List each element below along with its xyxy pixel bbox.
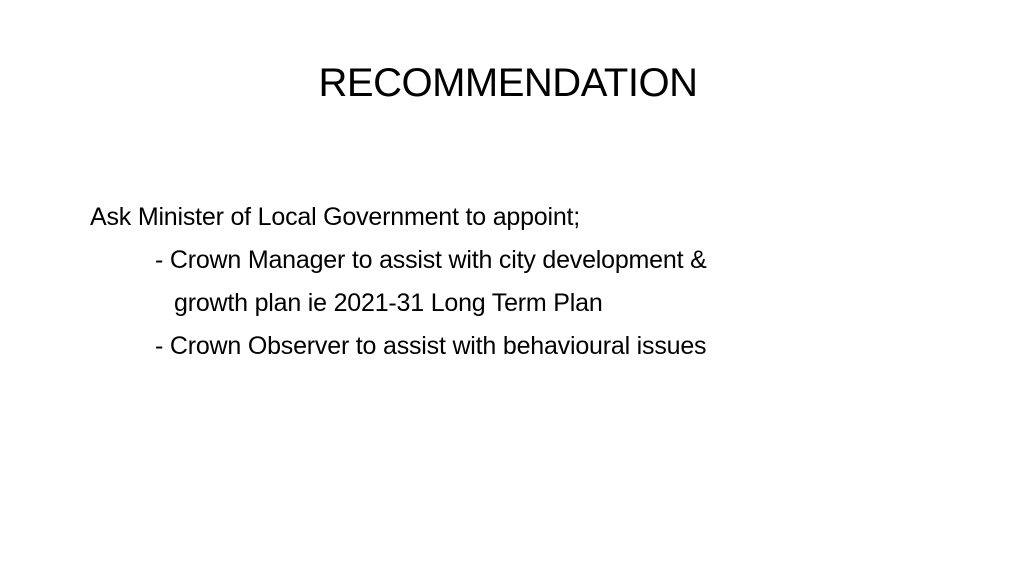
recommendation-item-crown-observer: - Crown Observer to assist with behavioural issues [155,332,707,360]
intro-text: Ask Minister of Local Government to appoint; [90,203,581,231]
recommendation-item-crown-manager: - Crown Manager to assist with city development & [155,246,707,274]
slide-title: RECOMMENDATION [318,61,698,105]
slide-body [90,196,990,368]
recommendation-item-crown-manager-continuation: growth plan ie 2021-31 Long Term Plan [174,289,603,317]
